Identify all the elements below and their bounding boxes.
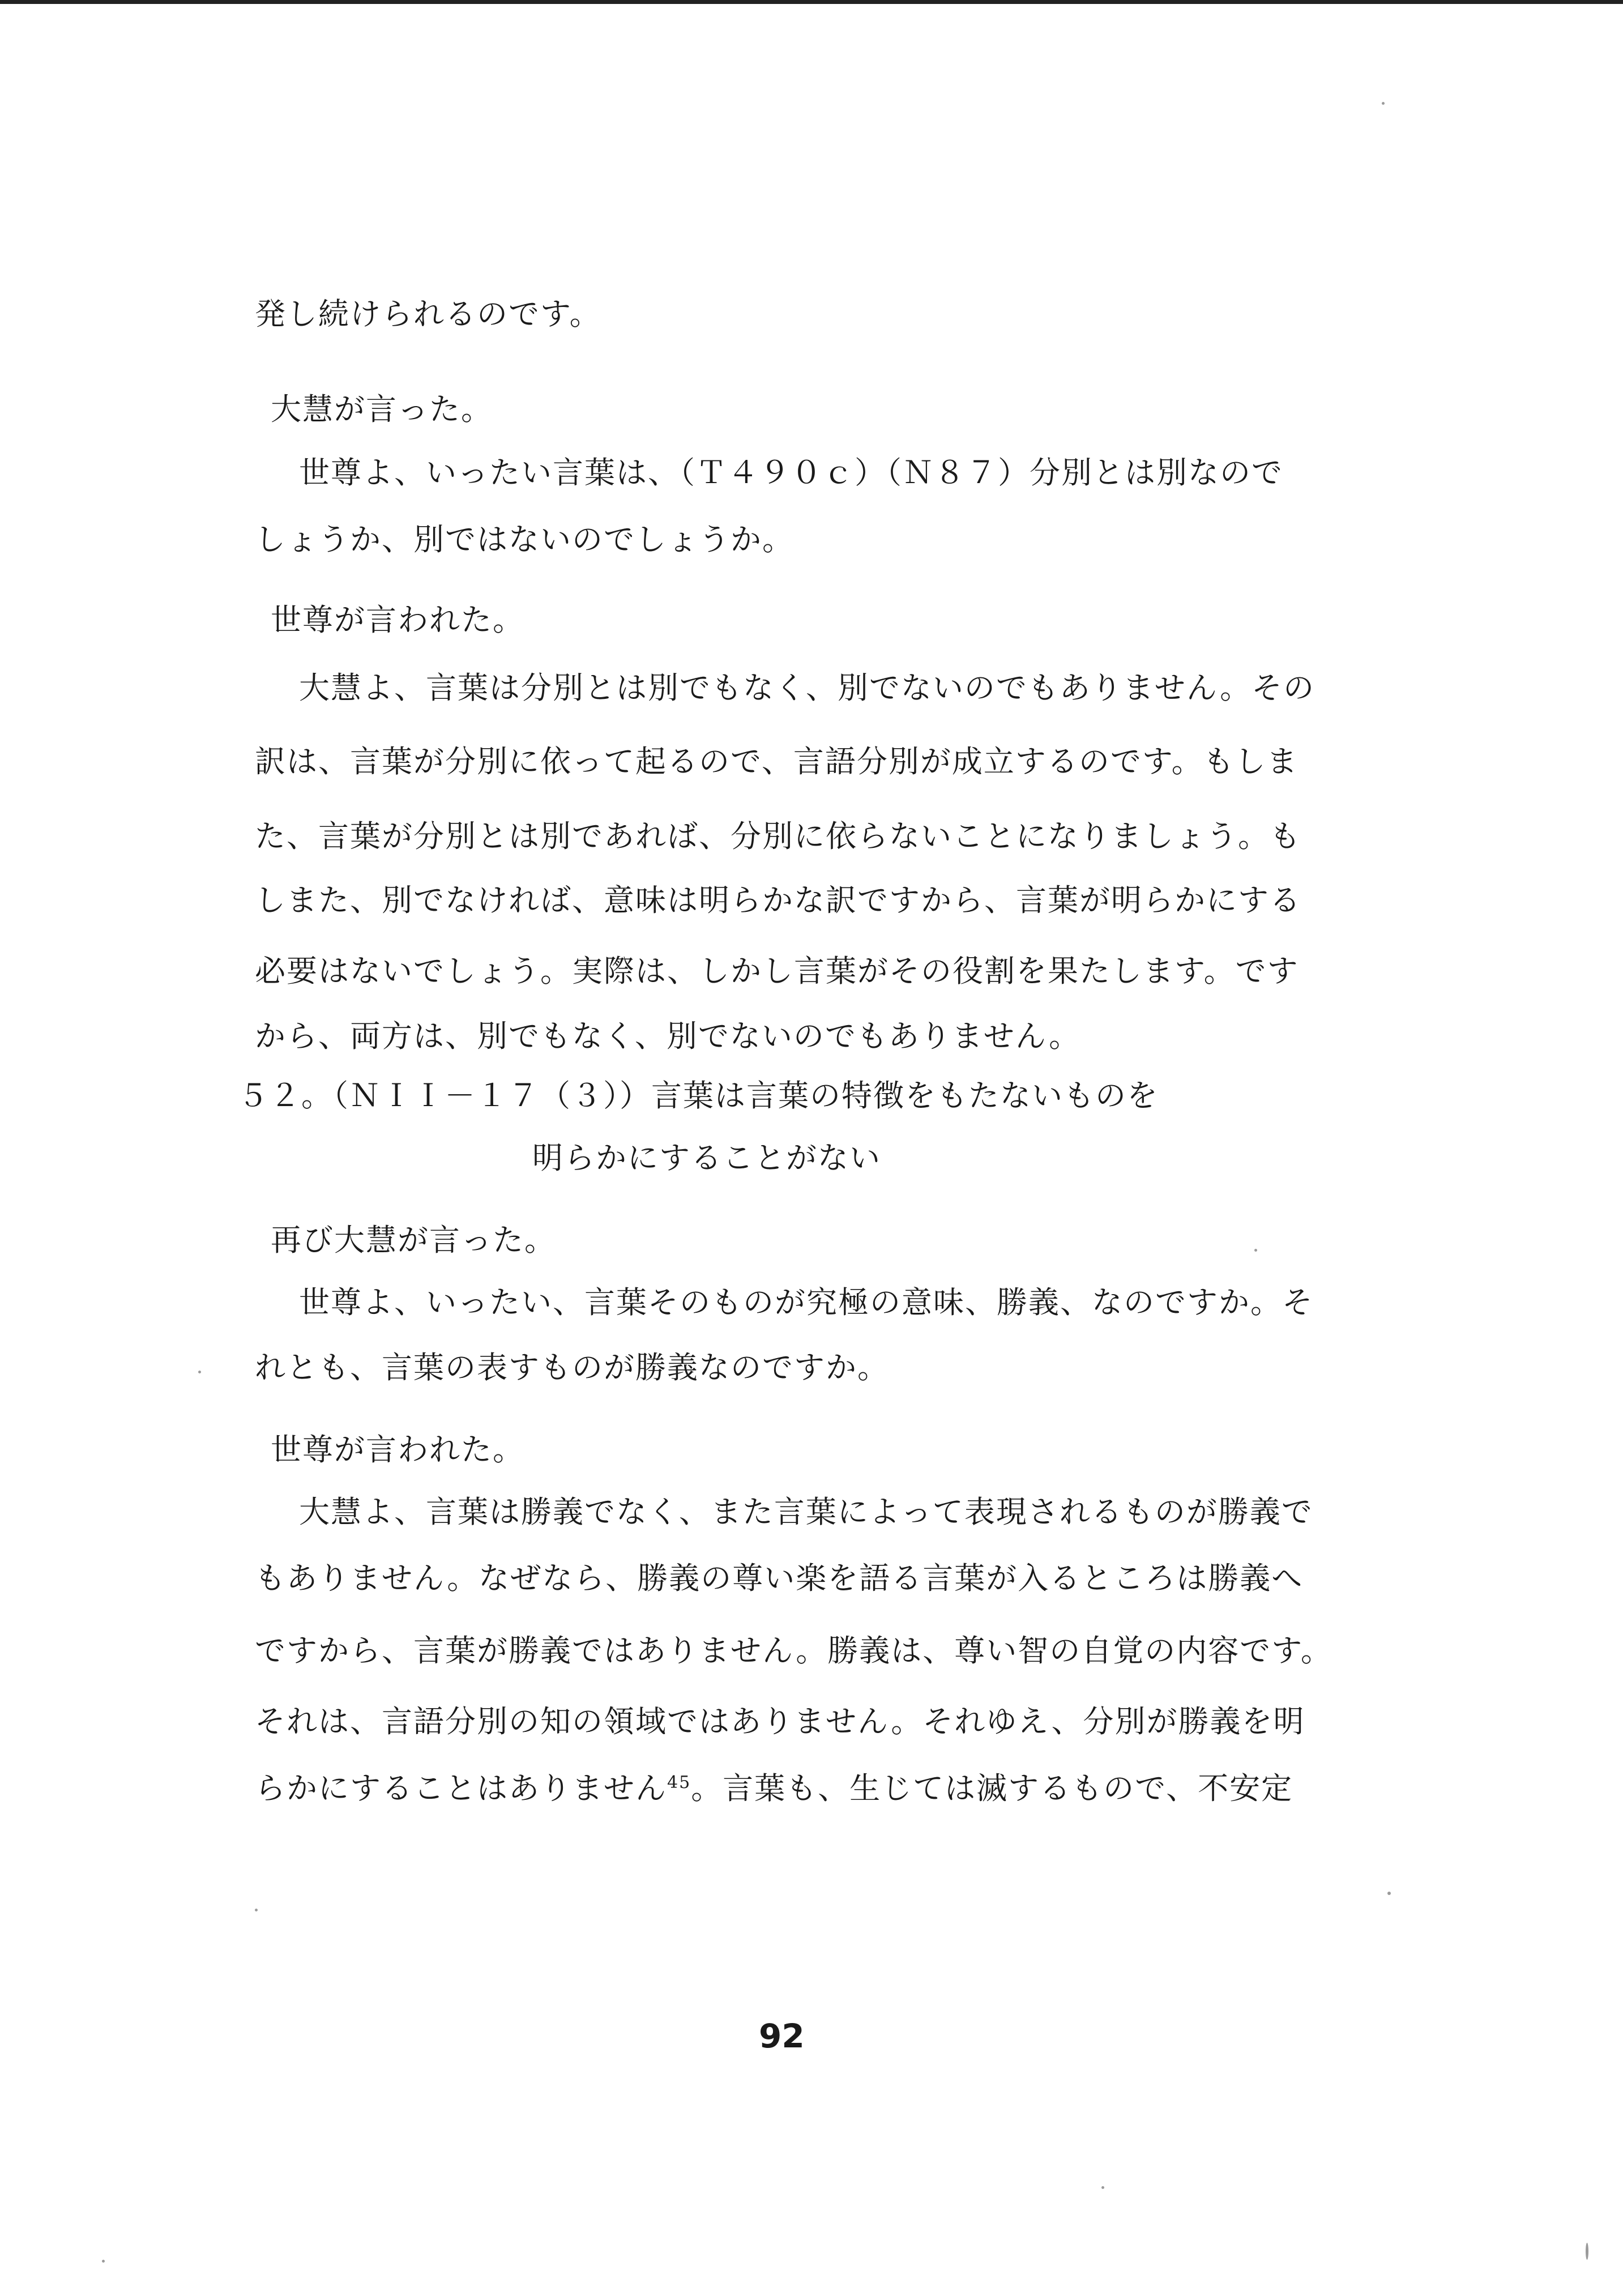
scan-speck [1586, 2243, 1588, 2260]
section-heading: ５２。（ＮＩＩ－１７（３））言葉は言葉の特徴をもたないものを [238, 1078, 1159, 1113]
scan-speck [1382, 102, 1385, 105]
footnote-marker: 45 [667, 1773, 691, 1793]
text-line: 世尊よ、いったい、言葉そのものが究極の意味、勝義、なのですか。そ [299, 1284, 1314, 1320]
scan-speck [102, 2260, 105, 2263]
text-line [255, 1769, 1293, 1808]
text-line: もありません。なぜなら、勝義の尊い楽を語る言葉が入るところは勝義へ [255, 1560, 1304, 1596]
text-segment: 。言葉も、生じては滅するもので、不安定 [691, 1770, 1293, 1806]
text-line: た、言葉が分別とは別であれば、分別に依らないことになりましょう。も [255, 818, 1301, 854]
scan-speck [1254, 1249, 1257, 1252]
scan-speck [1387, 1892, 1391, 1895]
text-line: から、両方は、別でもなく、別でないのでもありません。 [255, 1018, 1081, 1054]
text-line: れとも、言葉の表すものが勝義なのですか。 [255, 1350, 889, 1385]
scan-speck [255, 1909, 258, 1911]
text-line: しょうか、別ではないのでしょうか。 [255, 522, 794, 557]
speaker-line: 再び大慧が言った。 [271, 1222, 556, 1258]
page-top-edge [0, 0, 1623, 4]
text-line: 訳は、言葉が分別に依って起るので、言語分別が成立するのです。もしま [255, 744, 1299, 779]
text-line: ですから、言葉が勝義ではありません。勝義は、尊い智の自覚の内容です。 [255, 1633, 1332, 1668]
text-line: それは、言語分別の知の領域ではありません。それゆえ、分別が勝義を明 [255, 1704, 1305, 1739]
text-line: 大慧よ、言葉は勝義でなく、また言葉によって表現されるものが勝義で [299, 1494, 1313, 1530]
section-heading-continued: 明らかにすることがない [532, 1140, 881, 1176]
scan-speck [1101, 2186, 1104, 2189]
text-line: 必要はないでしょう。実際は、しかし言葉がその役割を果たします。です [255, 953, 1299, 989]
text-line: しまた、別でなければ、意味は明らかな訳ですから、言葉が明らかにする [255, 882, 1301, 918]
text-line: 大慧よ、言葉は分別とは別でもなく、別でないのでもありません。その [299, 670, 1316, 706]
text-line: 世尊よ、いったい言葉は、（Ｔ４９０ｃ）（Ｎ８７）分別とは別なので [299, 455, 1283, 490]
speaker-line: 大慧が言った。 [271, 391, 493, 427]
scan-speck [198, 1371, 201, 1373]
speaker-line: 世尊が言われた。 [271, 1432, 524, 1467]
page-number: 92 [759, 2017, 805, 2055]
speaker-line: 世尊が言われた。 [271, 602, 524, 638]
text-line: 発し続けられるのです。 [255, 296, 601, 332]
text-segment: らかにすることはありません [255, 1770, 667, 1806]
